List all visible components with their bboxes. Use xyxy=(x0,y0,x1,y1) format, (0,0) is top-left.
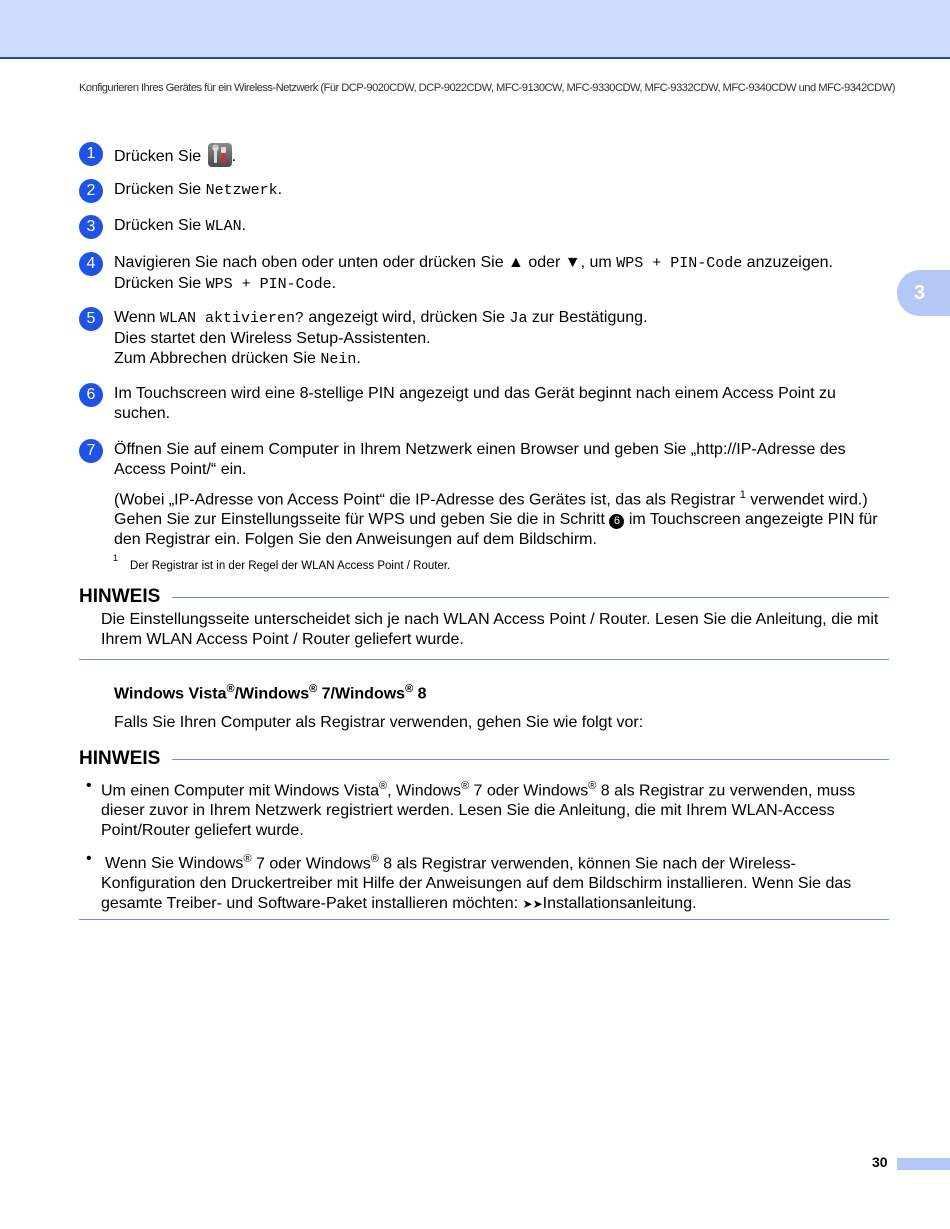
step-text-end: . xyxy=(277,181,283,198)
heading-part: 7/Windows xyxy=(317,685,406,703)
step-text-paragraph2 xyxy=(114,485,894,550)
section-heading xyxy=(114,683,427,703)
registered-mark: ® xyxy=(226,683,235,695)
step-text-end: . xyxy=(241,217,247,234)
lcd-label: WPS + PIN-Code xyxy=(205,276,332,293)
step-text: im Touchscreen angezeigte PIN für den Registrar ein. Folgen Sie den Anweisungen auf dem Bildschirm. xyxy=(114,511,878,549)
bullet-dot: • xyxy=(86,777,92,794)
step-3 xyxy=(79,216,894,237)
toolbox-icon xyxy=(208,143,232,167)
step-4 xyxy=(79,253,894,295)
footnote-text: Der Registrar ist in der Regel der WLAN Access Point / Router. xyxy=(130,559,451,572)
registered-mark: ® xyxy=(460,780,470,792)
step-number-badge: 2 xyxy=(79,179,103,203)
bullet-dot: • xyxy=(86,850,92,867)
registered-mark: ® xyxy=(309,683,318,695)
note-text: Die Einstellungsseite unterscheidet sich je nach WLAN Access Point / Router. Lesen Sie die Anleitung, die mit Ihrem WLAN Access Point / Router geliefert wurde. xyxy=(101,611,879,648)
note-bottom-rule xyxy=(79,919,889,920)
registered-mark: ® xyxy=(405,683,414,695)
note-bottom-rule xyxy=(79,659,889,660)
step-text: verwendet wird.) Gehen Sie zur Einstellungsseite für WPS und geben Sie die in Schritt xyxy=(114,491,868,529)
step-text-end: . xyxy=(356,350,361,367)
step-1 xyxy=(79,143,894,167)
lcd-label: WLAN xyxy=(205,218,242,235)
step-text-line2: Dies startet den Wireless Setup-Assistenten. xyxy=(114,330,431,347)
step-text-line2: Drücken Sie xyxy=(114,275,206,292)
bullet-text: Um einen Computer mit Windows Vista xyxy=(101,782,380,800)
note-bullet-1 xyxy=(86,776,886,841)
step-5 xyxy=(79,308,894,370)
lcd-label: Nein xyxy=(320,351,357,368)
step-number-badge: 1 xyxy=(79,142,103,166)
step-reference-badge: 6 xyxy=(609,514,624,529)
section-text: Falls Sie Ihren Computer als Registrar verwenden, gehen Sie wie folgt vor: xyxy=(114,714,644,731)
lcd-label: Ja xyxy=(509,310,528,327)
registered-mark: ® xyxy=(588,780,597,792)
footnote-number: 1 xyxy=(113,553,119,563)
step-text: Navigieren Sie nach oben oder unten oder drücken Sie ▲ oder ▼, um xyxy=(114,254,617,271)
registered-mark: ® xyxy=(243,853,252,865)
step-text-end: . xyxy=(231,148,237,165)
step-2 xyxy=(79,180,894,201)
step-number-badge: 4 xyxy=(79,252,103,276)
step-text-cont: zur Bestätigung. xyxy=(527,309,648,326)
footnote xyxy=(113,553,451,572)
step-number-badge: 6 xyxy=(79,383,103,407)
step-text: Im Touchscreen wird eine 8-stellige PIN angezeigt und das Gerät beginnt nach einem Access Point zu suchen. xyxy=(114,385,836,422)
step-text-end: . xyxy=(331,275,337,292)
running-header: Konfigurieren Ihres Gerätes für ein Wireless-Netzwerk (Für DCP-9020CDW, DCP-9022CDW, MFC-9130CW, MFC-9330CDW, MFC-9332CDW, MFC-9340CDW und MFC-9342CDW) xyxy=(79,82,895,94)
note-rule xyxy=(172,759,889,760)
step-6 xyxy=(79,384,894,424)
step-text: Öffnen Sie auf einem Computer in Ihrem Netzwerk einen Browser und geben Sie „http://IP-Adresse des Access Point/“ ein. xyxy=(114,441,846,478)
note-title: HINWEIS xyxy=(79,748,161,769)
note-rule xyxy=(172,597,889,598)
note-heading xyxy=(79,586,889,608)
cross-reference-arrow-icon: ➤➤ xyxy=(522,897,543,912)
bullet-text: 8 als Registrar verwenden, können Sie nach der Wireless-Konfiguration den Druckertreiber mit Hilfe der Anweisungen auf dem Bildschirm installieren. Wenn Sie das gesamte Treiber- und Software-Paket installieren möchten: xyxy=(101,855,852,913)
heading-part: Windows Vista xyxy=(114,685,227,703)
bullet-text: 8 als Registrar zu verwenden, muss dieser zuvor in Ihrem Netzwerk registriert werden. Lesen Sie die Anleitung, die mit Ihrem WLAN-Access Point/Router geliefert wurde. xyxy=(101,782,856,840)
step-text: Wenn xyxy=(114,309,160,326)
registered-mark: ® xyxy=(370,853,379,865)
bullet-text: 7 oder Windows xyxy=(251,855,371,873)
bullet-text: Wenn Sie Windows xyxy=(105,855,244,873)
lcd-label: WPS + PIN-Code xyxy=(616,255,743,272)
heading-part: /Windows xyxy=(234,685,310,703)
page-number: 30 xyxy=(872,1154,888,1170)
step-text: (Wobei „IP-Adresse von Access Point“ die IP-Adresse des Gerätes ist, das als Registrar xyxy=(114,491,740,509)
installation-guide-link[interactable]: Installationsanleitung. xyxy=(542,895,697,913)
step-number-badge: 5 xyxy=(79,307,103,331)
step-7 xyxy=(79,440,894,550)
step-number-badge: 3 xyxy=(79,215,103,239)
step-text: Drücken Sie xyxy=(114,148,206,165)
registered-mark: ® xyxy=(379,780,388,792)
bullet-text: 7 oder Windows xyxy=(469,782,589,800)
page-number-bar xyxy=(897,1158,950,1170)
step-text-cont: angezeigt wird, drücken Sie xyxy=(303,309,510,326)
footnote-ref: 1 xyxy=(739,489,746,501)
heading-part: 8 xyxy=(413,685,427,703)
step-text-cont: anzuzeigen. xyxy=(742,254,833,271)
chapter-tab: 3 xyxy=(897,270,950,316)
step-text: Drücken Sie xyxy=(114,217,206,234)
step-number-badge: 7 xyxy=(79,439,103,463)
note-heading xyxy=(79,748,889,770)
step-text-line3: Zum Abbrechen drücken Sie xyxy=(114,350,321,367)
bullet-text: , Windows xyxy=(387,782,461,800)
top-header-band xyxy=(0,0,950,59)
note-title: HINWEIS xyxy=(79,586,161,607)
lcd-label: WLAN aktivieren? xyxy=(159,310,304,327)
note-bullet-2 xyxy=(86,849,886,914)
lcd-label: Netzwerk xyxy=(205,182,278,199)
step-text: Drücken Sie xyxy=(114,181,206,198)
